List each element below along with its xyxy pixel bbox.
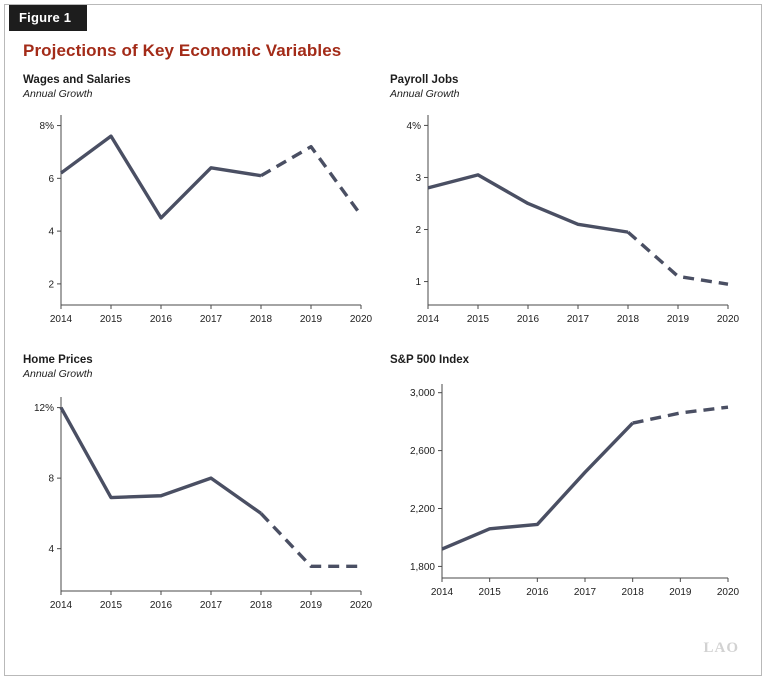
x-tick-label: 2019	[669, 587, 692, 598]
page-title: Projections of Key Economic Variables	[23, 41, 342, 60]
x-tick-label: 2016	[149, 600, 173, 611]
x-tick-label: 2019	[299, 600, 323, 611]
y-tick-label: 4	[48, 226, 54, 238]
x-tick-label: 2018	[249, 600, 273, 611]
x-tick-label: 2016	[149, 314, 173, 325]
y-tick-label: 3	[415, 172, 421, 184]
series-line-projected	[261, 147, 361, 216]
y-tick-label: 2,200	[409, 504, 435, 516]
x-tick-label: 2016	[526, 587, 549, 598]
series-line-actual	[61, 136, 261, 218]
figure-frame	[4, 4, 762, 676]
series-line-actual	[442, 423, 633, 549]
x-tick-label: 2019	[299, 314, 323, 325]
chart-plot-area	[390, 368, 740, 618]
x-tick-label: 2014	[430, 587, 454, 598]
x-tick-label: 2020	[349, 600, 373, 611]
series-line-projected	[261, 513, 361, 566]
y-tick-label: 12%	[33, 403, 54, 415]
watermark-text: LAO	[703, 640, 739, 656]
y-tick-label: 1,800	[409, 561, 435, 573]
y-tick-label: 8%	[39, 121, 54, 133]
y-tick-label: 8	[48, 473, 54, 485]
figure-tag: Figure 1	[9, 5, 87, 31]
x-tick-label: 2017	[199, 314, 223, 325]
chart-plot-area	[23, 101, 373, 341]
chart-subtitle: Annual Growth	[23, 88, 93, 100]
chart-plot-area	[23, 381, 373, 631]
series-line-actual	[428, 175, 628, 232]
series-line-actual	[61, 408, 261, 514]
chart-title: Home Prices	[23, 354, 93, 366]
y-tick-label: 4	[48, 544, 54, 556]
y-tick-label: 1	[415, 277, 421, 289]
chart-title: Wages and Salaries	[23, 74, 131, 86]
x-tick-label: 2014	[49, 600, 73, 611]
y-tick-label: 2,600	[409, 446, 435, 458]
x-tick-label: 2017	[573, 587, 597, 598]
chart-panel-payroll-jobs	[390, 73, 740, 341]
x-tick-label: 2018	[621, 587, 644, 598]
y-tick-label: 3,000	[409, 388, 435, 400]
lao-watermark	[703, 640, 739, 657]
x-tick-label: 2016	[516, 314, 540, 325]
series-line-projected	[628, 232, 728, 284]
chart-svg-sp500	[390, 368, 740, 618]
x-tick-label: 2015	[99, 314, 123, 325]
chart-svg-payroll	[390, 101, 740, 341]
chart-panel-sp500	[390, 353, 740, 618]
chart-svg-home-prices	[23, 381, 373, 631]
x-tick-label: 2014	[416, 314, 440, 325]
chart-panel-wages-and-salaries	[23, 73, 373, 341]
x-tick-label: 2017	[199, 600, 223, 611]
x-tick-label: 2020	[716, 587, 740, 598]
chart-plot-area	[390, 101, 740, 341]
y-tick-label: 4%	[406, 120, 421, 132]
y-tick-label: 6	[48, 173, 54, 185]
y-tick-label: 2	[415, 225, 421, 237]
x-tick-label: 2018	[249, 314, 273, 325]
chart-title: S&P 500 Index	[390, 354, 470, 366]
y-tick-label: 2	[48, 279, 54, 291]
x-tick-label: 2018	[616, 314, 640, 325]
x-tick-label: 2017	[566, 314, 590, 325]
chart-title: Payroll Jobs	[390, 74, 459, 86]
chart-subtitle: Annual Growth	[23, 368, 93, 380]
x-tick-label: 2014	[49, 314, 73, 325]
series-line-projected	[633, 407, 728, 423]
x-tick-label: 2015	[99, 600, 123, 611]
x-tick-label: 2020	[349, 314, 373, 325]
chart-subtitle: Annual Growth	[390, 88, 460, 100]
x-tick-label: 2015	[466, 314, 490, 325]
x-tick-label: 2019	[666, 314, 690, 325]
x-tick-label: 2015	[478, 587, 501, 598]
chart-svg-wages	[23, 101, 373, 341]
x-tick-label: 2020	[716, 314, 740, 325]
chart-panel-home-prices	[23, 353, 373, 631]
